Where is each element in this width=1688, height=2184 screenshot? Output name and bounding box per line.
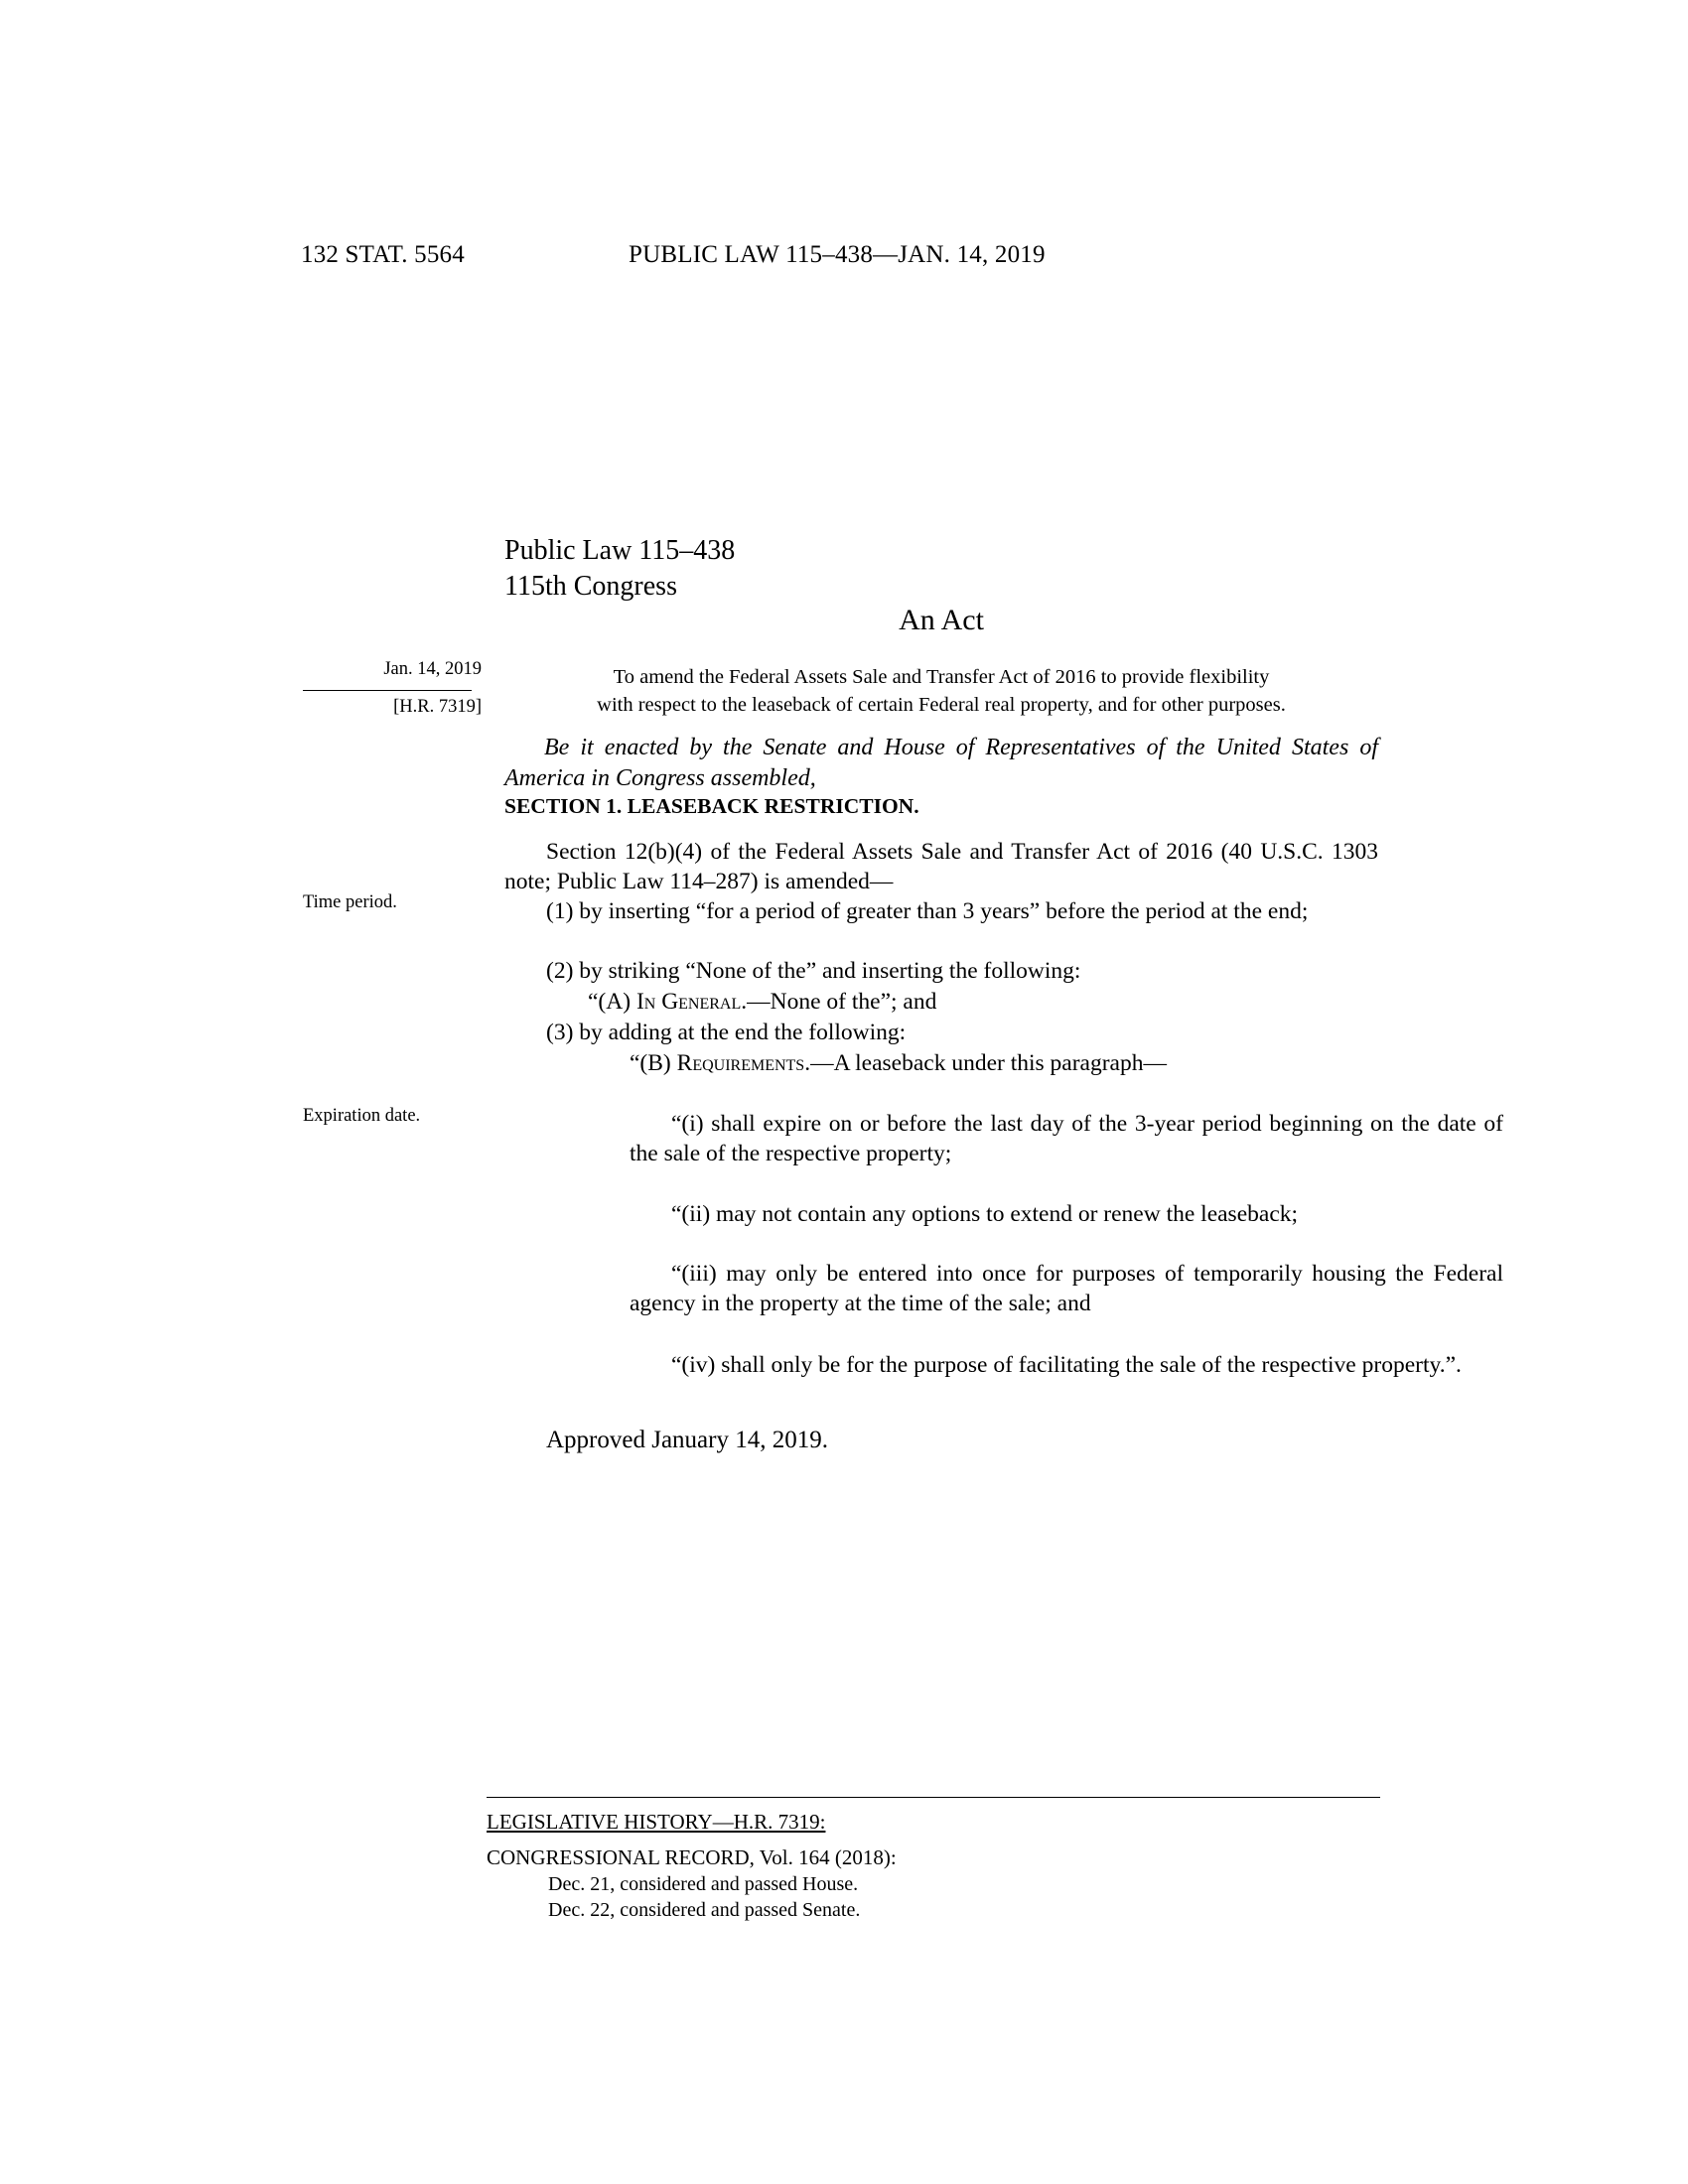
congress-number: 115th Congress [504, 571, 677, 602]
quote-3-post: .—A leaseback under this paragraph— [804, 1050, 1167, 1076]
quote-3-pre: “(B) [630, 1050, 677, 1076]
clause-i: “(i) shall expire on or before the last day of the 3-year period beginning on the date of the sale of the respective property; [630, 1111, 1503, 1166]
section-heading: SECTION 1. LEASEBACK RESTRICTION. [504, 794, 919, 818]
stat-citation: 132 STAT. 5564 [301, 241, 465, 268]
clause-iv: “(iv) shall only be for the purpose of facilitating the sale of the respective property.”. [671, 1352, 1462, 1378]
legislative-history-item: Dec. 21, considered and passed House. [548, 1873, 859, 1895]
sidenote-rule [303, 690, 472, 691]
running-head [301, 241, 1393, 269]
sidenote-date: Jan. 14, 2019 [383, 659, 482, 679]
body-intro: Section 12(b)(4) of the Federal Assets Sale and Transfer Act of 2016 (40 U.S.C. 1303 note; Public Law 114–287) is amended— [504, 839, 1378, 894]
long-title [504, 663, 1378, 719]
quote-2-smallcaps: In General [635, 989, 742, 1015]
quote-2-post: .—None of the”; and [741, 989, 937, 1015]
amendment-item-3: (3) by adding at the end the following: [546, 1020, 907, 1045]
clause-ii: “(ii) may not contain any options to extend or renew the leaseback; [671, 1201, 1299, 1227]
sidenote-time-period: Time period. [303, 892, 397, 912]
long-title-line1: To amend the Federal Assets Sale and Transfer Act of 2016 to provide flexibility [613, 666, 1270, 688]
approved-line: Approved January 14, 2019. [546, 1427, 828, 1453]
enacting-clause: Be it enacted by the Senate and House of Representatives of the United States of America in Congress assembled, [504, 735, 1378, 791]
legislative-history-rule [487, 1797, 1380, 1798]
sidenote-expiration-date: Expiration date. [303, 1106, 421, 1126]
clause-iii: “(iii) may only be entered into once for purposes of temporarily housing the Federal agency in the property at the time of the sale; and [630, 1261, 1503, 1316]
public-law-header: PUBLIC LAW 115–438—JAN. 14, 2019 [629, 241, 1046, 268]
long-title-line2: with respect to the leaseback of certain Federal real property, and for other purposes. [597, 694, 1286, 716]
amendment-item-2: (2) by striking “None of the” and inserting the following: [546, 958, 1081, 984]
legislative-history-title: LEGISLATIVE HISTORY—H.R. 7319: [487, 1810, 826, 1834]
amendment-item-1: (1) by inserting “for a period of greater than 3 years” before the period at the end; [546, 898, 1309, 924]
sidenote-bill-number: [H.R. 7319] [393, 697, 482, 717]
amendment-item-2-quote [504, 987, 1462, 1017]
law-heading [504, 533, 735, 605]
legislative-history-item: Dec. 22, considered and passed Senate. [548, 1899, 861, 1921]
amendment-item-3-quote [504, 1048, 1462, 1078]
quote-2-pre: “(A) [588, 989, 636, 1015]
congressional-record-line: CONGRESSIONAL RECORD, Vol. 164 (2018): [487, 1845, 897, 1869]
an-act-label: An Act [899, 604, 984, 636]
legislative-history [487, 1809, 1400, 1923]
quote-3-smallcaps: Requirements [676, 1050, 805, 1076]
public-law-number: Public Law 115–438 [504, 535, 736, 566]
